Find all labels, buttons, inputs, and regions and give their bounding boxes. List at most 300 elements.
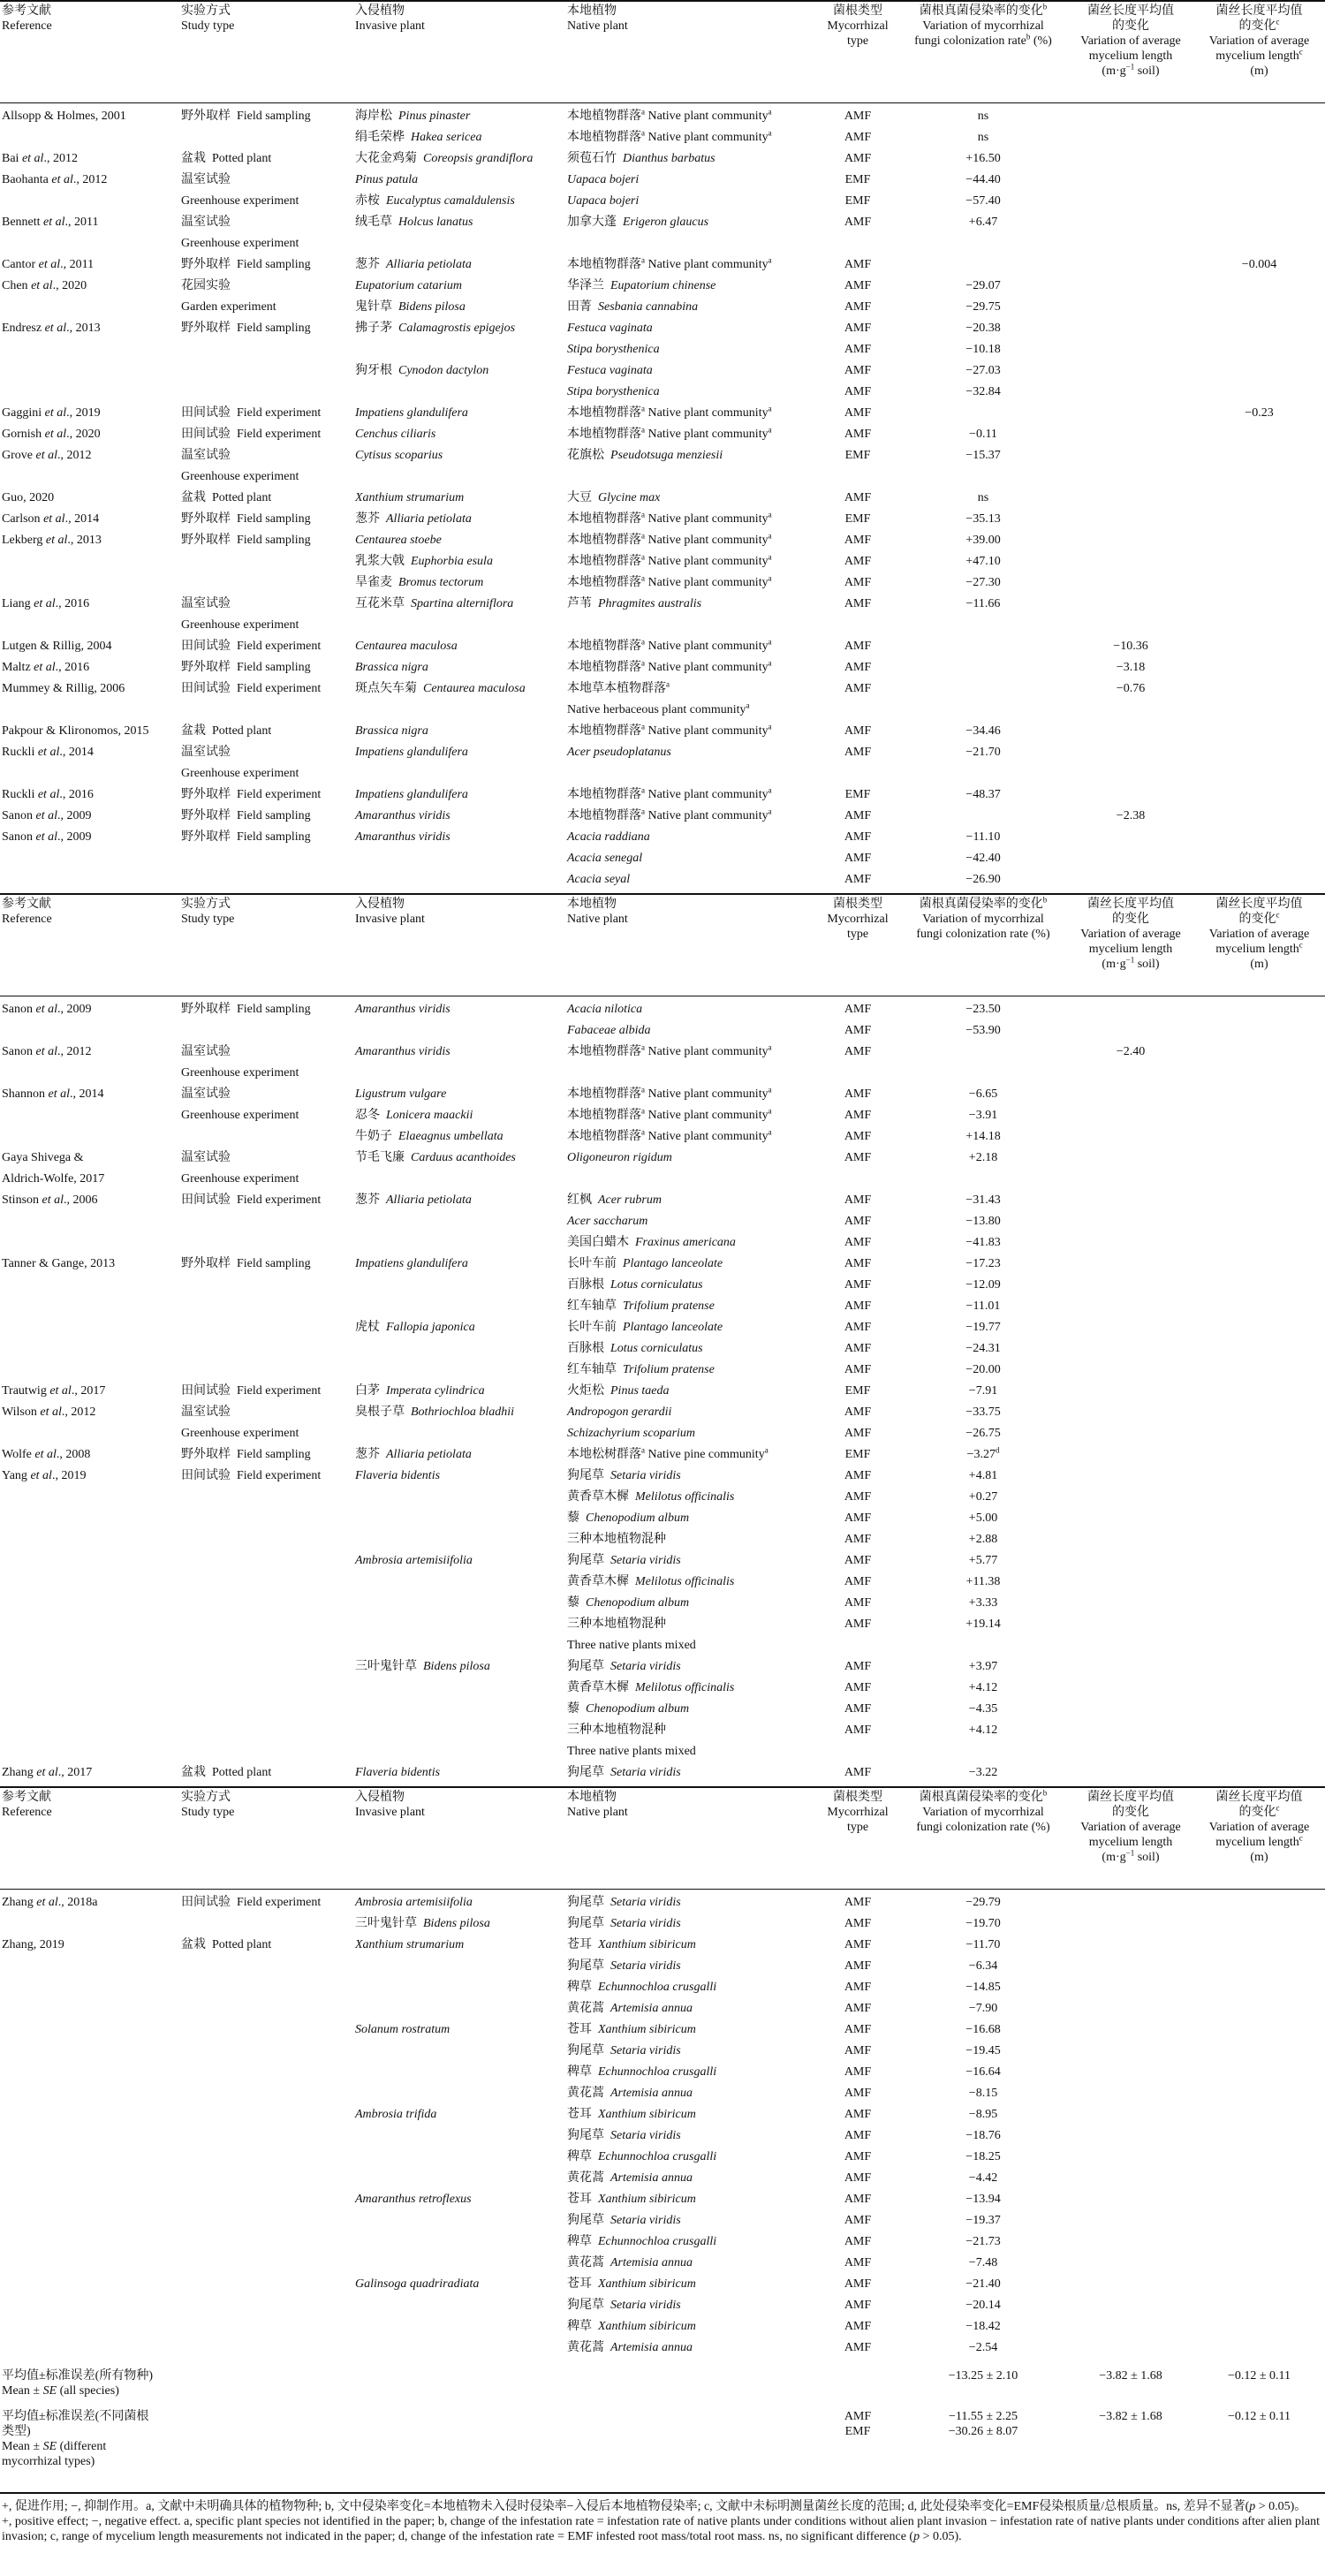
cell-study-type (179, 554, 353, 575)
cell-study-type: 野外取样 Field sampling (181, 809, 311, 822)
cell-invasive-plant: 狗牙根 Cynodon dactylon (355, 364, 489, 377)
cell-native-plant: 稗草 Xanthium sibiricum (567, 2320, 696, 2333)
cell-mycelium-length-per-soil (1068, 490, 1193, 511)
cell-colonization-change: −2.54 (968, 2341, 998, 2354)
cell-invasive-plant (353, 2213, 565, 2234)
cell-mycorrhizal-type: AMF (844, 852, 872, 865)
cell-reference (0, 1341, 179, 1362)
cell-native-plant: 百脉根 Lotus corniculatus (567, 1278, 703, 1292)
cell-invasive-plant: 海岸松 Pinus pinaster (355, 110, 471, 123)
cell-reference: Cantor et al., 2011 (2, 258, 95, 271)
cell-mycelium-length (1193, 2213, 1325, 2234)
table-row (0, 533, 1325, 554)
cell-reference: Baohanta et al., 2012 (2, 173, 108, 186)
cell-reference (0, 1426, 179, 1447)
cell-mycorrhizal-type: AMF (844, 1299, 872, 1313)
cell-mycelium-length (1193, 787, 1325, 808)
cell-mycelium-length-per-soil (1068, 766, 1193, 787)
cell-study-type (179, 1553, 353, 1574)
cell-mycelium-length-per-soil (1068, 2234, 1193, 2255)
cell-mycorrhizal-type: AMF (844, 1236, 872, 1249)
cell-reference (0, 1959, 179, 1980)
cell-mycelium-length-per-soil: −3.82 ± 1.68 (1068, 2409, 1193, 2493)
table-row (0, 1193, 1325, 1214)
cell-native-plant: 稗草 Echunnochloa crusgalli (567, 2065, 717, 2079)
cell-study-type (179, 1320, 353, 1341)
cell-reference (0, 1638, 179, 1659)
cell-reference (0, 1489, 179, 1511)
cell-native-plant: 须苞石竹 Dianthus barbatus (567, 152, 716, 165)
cell-mycelium-length-per-soil (1068, 2298, 1193, 2319)
cell-colonization-change: −26.90 (898, 872, 1068, 894)
cell-mycorrhizal-type: AMF (817, 872, 898, 894)
cell-mycelium-length-per-soil (1068, 1468, 1193, 1489)
cell-study-type (179, 1511, 353, 1532)
cell-colonization-change: −11.55 ± 2.25 −30.26 ± 8.07 (898, 2409, 1068, 2493)
table-row (0, 1277, 1325, 1299)
table-header-row (0, 1, 1325, 103)
cell-mycelium-length (1193, 1383, 1325, 1405)
cell-mycorrhizal-type: EMF (844, 788, 871, 801)
cell-native-plant: 藜 Chenopodium album (567, 1702, 690, 1716)
cell-study-type: Greenhouse experiment (181, 1172, 299, 1186)
cell-study-type: 温室试验 (181, 1405, 231, 1419)
cell-native-plant: 狗尾草 Setaria viridis (567, 1469, 681, 1482)
cell-mycelium-length-per-soil (1068, 1937, 1193, 1959)
table-row (0, 1744, 1325, 1765)
table-row (0, 1235, 1325, 1256)
cell-mycelium-length (1193, 681, 1325, 702)
header-mycelium-length-per-soil: 菌丝长度平均值 的变化 Variation of average mycelium length ($m\cdot g^{-1}$ soil) (1068, 894, 1193, 996)
header-native-plant: 本地植物 Native plant (565, 1787, 817, 1890)
table-row (0, 1511, 1325, 1532)
cell-study-type: 田间试验 Field experiment (181, 1896, 322, 1909)
cell-mycorrhizal-type: AMF (844, 1427, 872, 1440)
cell-colonization-change: −27.03 (965, 364, 1001, 377)
cell-mycelium-length-per-soil (1068, 1108, 1193, 1129)
cell-mycelium-length (1193, 1362, 1325, 1383)
cell-reference (0, 2043, 179, 2065)
cell-native-plant: Acer saccharum (567, 1215, 648, 1228)
cell-study-type (179, 1214, 353, 1235)
table-row (0, 236, 1325, 257)
cell-mycelium-length (1193, 2149, 1325, 2171)
cell-mycorrhizal-type: AMF (844, 1130, 872, 1143)
cell-mycorrhizal-type: AMF (844, 534, 872, 547)
cell-native-plant: Fabaceae albida (567, 1024, 651, 1037)
cell-invasive-plant: 三叶鬼针草 Bidens pilosa (355, 1660, 490, 1673)
cell-reference (0, 130, 179, 151)
cell-reference (0, 872, 179, 894)
cell-study-type (179, 2361, 353, 2409)
cell-invasive-plant (353, 1489, 565, 1511)
cell-invasive-plant: Flaveria bidentis (353, 1765, 565, 1787)
cell-invasive-plant (353, 469, 565, 490)
cell-colonization-change: +11.38 (965, 1575, 1001, 1588)
cell-mycelium-length (1193, 2234, 1325, 2255)
cell-native-plant: Stipa borysthenica (567, 343, 660, 356)
cell-mycelium-length (1193, 1065, 1325, 1087)
cell-study-type (179, 1532, 353, 1553)
cell-mycorrhizal-type: AMF (844, 364, 872, 377)
cell-colonization-change: −7.90 (968, 2002, 998, 2015)
cell-native-plant: 芦苇 Phragmites australis (567, 597, 702, 610)
cell-invasive-plant (353, 2086, 565, 2107)
cell-reference (0, 342, 179, 363)
cell-mycelium-length-per-soil: −0.76 (1116, 682, 1146, 695)
cell-invasive-plant: 大花金鸡菊 Coreopsis grandiflora (355, 152, 534, 165)
cell-study-type (179, 1744, 353, 1765)
cell-study-type (179, 1701, 353, 1723)
cell-native-plant: 狗尾草 Setaria viridis (567, 1660, 681, 1673)
cell-native-plant: 百脉根 Lotus corniculatus (567, 1342, 703, 1355)
table-row (0, 193, 1325, 215)
cell-study-type (179, 363, 353, 384)
table-header-row (0, 894, 1325, 996)
cell-mycelium-length (1193, 1150, 1325, 1171)
table-row (0, 384, 1325, 405)
cell-mycelium-length (1193, 1341, 1325, 1362)
table-row (0, 511, 1325, 533)
cell-invasive-plant (353, 872, 565, 894)
cell-mycorrhizal-type (817, 469, 898, 490)
cell-reference: Wilson et al., 2012 (2, 1405, 96, 1419)
cell-colonization-change: −21.70 (965, 746, 1001, 759)
table-row (0, 787, 1325, 808)
cell-mycelium-length (1193, 1980, 1325, 2001)
cell-mycelium-length-per-soil (1068, 1617, 1193, 1638)
cell-study-type (179, 1129, 353, 1150)
cell-mycelium-length-per-soil (1068, 1489, 1193, 1511)
table-row (0, 2340, 1325, 2361)
cell-study-type (179, 384, 353, 405)
cell-reference: Zhang, 2019 (2, 1938, 64, 1951)
cell-invasive-plant (353, 2234, 565, 2255)
cell-mycorrhizal-type: AMF (844, 1917, 872, 1930)
cell-mycorrhizal-type: AMF (844, 2320, 872, 2333)
cell-invasive-plant (353, 2043, 565, 2065)
header-colonization-change: 菌根真菌侵染率的变化$^b$ Variation of mycorrhizal fungi colonization rate (%) (898, 1787, 1068, 1890)
cell-mycelium-length (1193, 1044, 1325, 1065)
cell-mycelium-length (1193, 1171, 1325, 1193)
cell-mycorrhizal-type: AMF (844, 2256, 872, 2269)
table-row (0, 2107, 1325, 2128)
cell-invasive-plant (353, 851, 565, 872)
cell-mycorrhizal-type: AMF (844, 682, 872, 695)
cell-mycelium-length (1193, 745, 1325, 766)
cell-colonization-change: −21.73 (965, 2235, 1001, 2248)
header-study-type: 实验方式 Study type (179, 1787, 353, 1890)
cell-reference (0, 1574, 179, 1595)
cell-mycelium-length-per-soil (1068, 1980, 1193, 2001)
cell-mycorrhizal-type (817, 1171, 898, 1193)
cell-invasive-plant (353, 1744, 565, 1765)
cell-mycelium-length (1193, 1680, 1325, 1701)
cell-native-plant: 红枫 Acer rubrum (567, 1193, 662, 1207)
header-invasive-plant: 入侵植物 Invasive plant (353, 894, 565, 996)
cell-study-type (179, 342, 353, 363)
cell-mycelium-length-per-soil (1068, 1723, 1193, 1744)
cell-mycelium-length (1193, 1574, 1325, 1595)
table-row (0, 2128, 1325, 2149)
cell-mycelium-length-per-soil (1068, 787, 1193, 808)
cell-study-type: Greenhouse experiment (181, 1066, 299, 1080)
table-row (0, 745, 1325, 766)
cell-mycorrhizal-type: AMF (844, 2044, 872, 2057)
cell-mycelium-length-per-soil (1068, 427, 1193, 448)
cell-mycelium-length (1193, 702, 1325, 724)
cell-native-plant: Stipa borysthenica (567, 385, 660, 398)
cell-mycelium-length-per-soil (1068, 257, 1193, 278)
cell-study-type: 温室试验 (181, 173, 231, 186)
cell-invasive-plant (353, 1574, 565, 1595)
cell-mycorrhizal-type: AMF (844, 576, 872, 589)
cell-mycorrhizal-type: AMF (844, 2002, 872, 2015)
cell-colonization-change (898, 1065, 1068, 1087)
table-row (0, 1937, 1325, 1959)
cell-reference: Lutgen & Rillig, 2004 (2, 640, 112, 653)
cell-colonization-change: −57.40 (965, 194, 1001, 208)
cell-study-type: 温室试验 (181, 746, 231, 759)
table-row (0, 1108, 1325, 1129)
cell-mycelium-length-per-soil: −2.40 (1116, 1045, 1146, 1058)
cell-mycelium-length-per-soil (1068, 172, 1193, 193)
cell-reference: Gornish et al., 2020 (2, 428, 101, 441)
header-reference: 参考文献 Reference (0, 1787, 179, 1890)
cell-mycelium-length (1193, 872, 1325, 894)
table-row (0, 681, 1325, 702)
table-row (0, 1426, 1325, 1447)
cell-colonization-change: −15.37 (965, 449, 1001, 462)
cell-study-type (179, 2319, 353, 2340)
cell-study-type (179, 872, 353, 894)
cell-mycorrhizal-type: AMF (844, 110, 872, 123)
header-mycelium-length: 菌丝长度平均值 的变化$^c$ Variation of average mycelium length$^c$ (m) (1193, 894, 1325, 996)
cell-invasive-plant: Solanum rostratum (355, 2023, 450, 2036)
cell-colonization-change: −17.23 (965, 1257, 1001, 1270)
cell-mycelium-length (1193, 2277, 1325, 2298)
cell-native-plant: 本地植物群落$^a$ Native plant community$^a$ (567, 130, 772, 144)
cell-mycelium-length-per-soil (1068, 1150, 1193, 1171)
cell-reference (0, 2319, 179, 2340)
cell-native-plant: 本地植物群落$^a$ Native plant community$^a$ (567, 257, 772, 271)
table-row (0, 1890, 1325, 1917)
cell-mycelium-length-per-soil: −2.38 (1116, 809, 1146, 822)
cell-study-type (179, 2340, 353, 2361)
cell-mycelium-length-per-soil (1068, 1659, 1193, 1680)
cell-mycorrhizal-type: AMF (844, 343, 872, 356)
cell-native-plant: 本地植物群落$^a$ Native plant community$^a$ (567, 660, 772, 674)
cell-mycelium-length (1193, 469, 1325, 490)
cell-invasive-plant: Galinsoga quadriradiata (355, 2277, 480, 2291)
cell-mycelium-length-per-soil (1068, 321, 1193, 342)
cell-invasive-plant: Cytisus scoparius (355, 449, 443, 462)
cell-native-plant: Three native plants mixed (567, 1639, 696, 1652)
cell-invasive-plant: Impatiens glandulifera (355, 746, 468, 759)
cell-invasive-plant: 葱芥 Alliaria petiolata (355, 258, 472, 271)
cell-mycelium-length-per-soil (1068, 1680, 1193, 1701)
header-colonization-change: 菌根真菌侵染率的变化$^b$ Variation of mycorrhizal fungi colonization rate (%) (898, 894, 1068, 996)
cell-mycorrhizal-type (817, 766, 898, 787)
table-row (0, 617, 1325, 639)
cell-mycelium-length-per-soil (1068, 2128, 1193, 2149)
cell-reference (0, 2001, 179, 2022)
cell-native-plant: 本地植物群落$^a$ Native plant community$^a$ (567, 405, 772, 420)
cell-mycelium-length-per-soil (1068, 2001, 1193, 2022)
cell-native-plant: 苍耳 Xanthium sibiricum (567, 2108, 696, 2121)
cell-reference (0, 2065, 179, 2086)
cell-mycelium-length (1193, 830, 1325, 851)
cell-invasive-plant: 绢毛荣桦 Hakea sericea (355, 131, 482, 144)
table-row (0, 1595, 1325, 1617)
cell-mycelium-length-per-soil (1068, 1405, 1193, 1426)
cell-study-type: Greenhouse experiment (181, 237, 299, 250)
cell-colonization-change: −32.84 (965, 385, 1001, 398)
cell-colonization-change: −44.40 (965, 173, 1001, 186)
footnote-en: +, positive effect; −, negative effect. a, specific plant species not identified in the paper; b, change of the infestation rate = infestation rate of native plants under conditions without alien plant invasion − infestation rate of native plants under conditions after alien plant invasion; c, range of mycelium length measurements not indicated in the paper; d, change of the infestation rate = EMF infested root mass/total root mass. ns, no significant difference (p > 0.05). (2, 2515, 1321, 2543)
cell-reference (0, 1511, 179, 1532)
cell-native-plant: 三种本地植物混种 (567, 1724, 666, 1737)
table-row (0, 1489, 1325, 1511)
table-row (0, 1362, 1325, 1383)
cell-mycelium-length-per-soil (1068, 1765, 1193, 1787)
cell-mycelium-length (1193, 1701, 1325, 1723)
cell-mycorrhizal-type: AMF (844, 1938, 872, 1951)
cell-native-plant: 本地植物群落$^a$ Native plant community$^a$ (567, 808, 772, 822)
table-row (0, 1087, 1325, 1108)
table-row (0, 342, 1325, 363)
cell-mycelium-length-per-soil (1068, 1890, 1193, 1917)
header-mycelium-length: 菌丝长度平均值 的变化$^c$ Variation of average mycelium length$^c$ (m) (1193, 1787, 1325, 1890)
cell-invasive-plant (353, 1214, 565, 1235)
cell-invasive-plant: Flaveria bidentis (355, 1469, 441, 1482)
cell-reference (0, 1214, 179, 1235)
cell-study-type: 温室试验 (181, 1151, 231, 1164)
table-row (0, 766, 1325, 787)
cell-mycelium-length (1193, 448, 1325, 469)
cell-colonization-change: −20.14 (965, 2299, 1001, 2312)
cell-invasive-plant: Eupatorium catarium (355, 279, 462, 292)
cell-invasive-plant: 葱芥 Alliaria petiolata (355, 1193, 472, 1207)
cell-mycelium-length (1193, 1193, 1325, 1214)
cell-mycelium-length: −0.12 ± 0.11 (1193, 2409, 1325, 2493)
cell-colonization-change: −16.64 (965, 2065, 1001, 2079)
cell-mycelium-length-per-soil (1068, 1087, 1193, 1108)
cell-mycorrhizal-type: AMF (844, 152, 872, 165)
table-row (0, 724, 1325, 745)
cell-mycelium-length-per-soil (1068, 1532, 1193, 1553)
cell-invasive-plant: Centaurea maculosa (355, 640, 458, 653)
cell-mycelium-length (1193, 766, 1325, 787)
cell-native-plant: 苍耳 Xanthium sibiricum (567, 2277, 696, 2291)
cell-mycelium-length-per-soil (1068, 702, 1193, 724)
cell-mycelium-length-per-soil: −10.36 (1113, 640, 1148, 653)
cell-mycelium-length (1193, 1617, 1325, 1638)
cell-colonization-change: −33.75 (965, 1405, 1001, 1419)
cell-mycelium-length (1193, 103, 1325, 131)
cell-mycelium-length-per-soil (1068, 2213, 1193, 2234)
cell-study-type (179, 1980, 353, 2001)
cell-mycelium-length (1193, 1320, 1325, 1341)
cell-native-plant: 火炬松 Pinus taeda (567, 1384, 670, 1398)
cell-native-plant: 黄香草木樨 Melilotus officinalis (567, 1681, 735, 1694)
cell-mycelium-length (1193, 660, 1325, 681)
table-row (0, 1214, 1325, 1235)
table-row (0, 2234, 1325, 2255)
cell-mycelium-length (1193, 321, 1325, 342)
table-row (0, 469, 1325, 490)
cell-mycorrhizal-type: AMF (844, 1575, 872, 1588)
table-row (0, 1129, 1325, 1150)
cell-mycelium-length-per-soil (1068, 996, 1193, 1024)
cell-invasive-plant (353, 342, 565, 363)
cell-reference: Gaggini et al., 2019 (2, 406, 101, 420)
cell-mycelium-length-per-soil (1068, 1574, 1193, 1595)
cell-mycorrhizal-type: AMF (844, 1959, 872, 1973)
cell-colonization-change: −41.83 (965, 1236, 1001, 1249)
cell-study-type: 花园实验 (181, 279, 231, 292)
cell-native-plant: 狗尾草 Setaria viridis (567, 2044, 681, 2057)
cell-mycorrhizal-type: AMF (844, 1193, 872, 1207)
cell-mycelium-length-per-soil (1068, 405, 1193, 427)
cell-colonization-change: −16.68 (965, 2023, 1001, 2036)
cell-mycorrhizal-type: AMF (844, 1981, 872, 1994)
cell-mycorrhizal-type: AMF (844, 322, 872, 335)
cell-colonization-change: −3.22 (898, 1765, 1068, 1787)
cell-study-type: 盆栽 Potted plant (181, 724, 272, 738)
cell-reference (0, 1553, 179, 1574)
cell-colonization-change (898, 1744, 1068, 1765)
cell-study-type (179, 2043, 353, 2065)
cell-mycelium-length-per-soil (1068, 1383, 1193, 1405)
cell-reference: Aldrich-Wolfe, 2017 (2, 1172, 105, 1186)
cell-study-type (179, 130, 353, 151)
cell-mycelium-length: −0.12 ± 0.11 (1227, 2369, 1291, 2383)
cell-mycorrhizal-type (817, 702, 898, 724)
cell-colonization-change: −11.10 (965, 830, 1001, 844)
cell-study-type (179, 2022, 353, 2043)
cell-mycelium-length-per-soil (1068, 851, 1193, 872)
cell-native-plant (565, 236, 817, 257)
cell-native-plant: 黄花蒿 Artemisia annua (567, 2256, 693, 2269)
cell-reference: Zhang et al., 2018a (2, 1896, 98, 1909)
cell-mycorrhizal-type: AMF (844, 1024, 872, 1037)
cell-study-type (179, 1574, 353, 1595)
cell-invasive-plant (353, 1680, 565, 1701)
cell-study-type (179, 1680, 353, 1701)
table-row (0, 2001, 1325, 2022)
cell-mycelium-length: −0.23 (1245, 406, 1274, 420)
cell-reference (0, 2255, 179, 2277)
cell-study-type: 田间试验 Field experiment (181, 640, 322, 653)
cell-mycelium-length-per-soil (1068, 2043, 1193, 2065)
cell-native-plant: 藜 Chenopodium album (567, 1596, 690, 1610)
cell-invasive-plant: 绒毛草 Holcus lanatus (355, 216, 473, 229)
cell-study-type: 野外取样 Field sampling (181, 1003, 311, 1016)
cell-mycelium-length-per-soil (1068, 830, 1193, 851)
cell-reference (0, 851, 179, 872)
cell-reference (0, 617, 179, 639)
cell-colonization-change: −18.42 (965, 2320, 1001, 2333)
table-header-row (0, 1787, 1325, 1890)
cell-colonization-change: +19.14 (965, 1618, 1001, 1631)
cell-mycelium-length (1193, 1744, 1325, 1765)
cell-colonization-change: −53.90 (965, 1024, 1001, 1037)
cell-native-plant: 稗草 Echunnochloa crusgalli (567, 1981, 717, 1994)
cell-mycorrhizal-type: AMF (844, 258, 872, 271)
cell-study-type: 野外取样 Field sampling (181, 661, 311, 674)
cell-colonization-change: ns (977, 491, 989, 504)
